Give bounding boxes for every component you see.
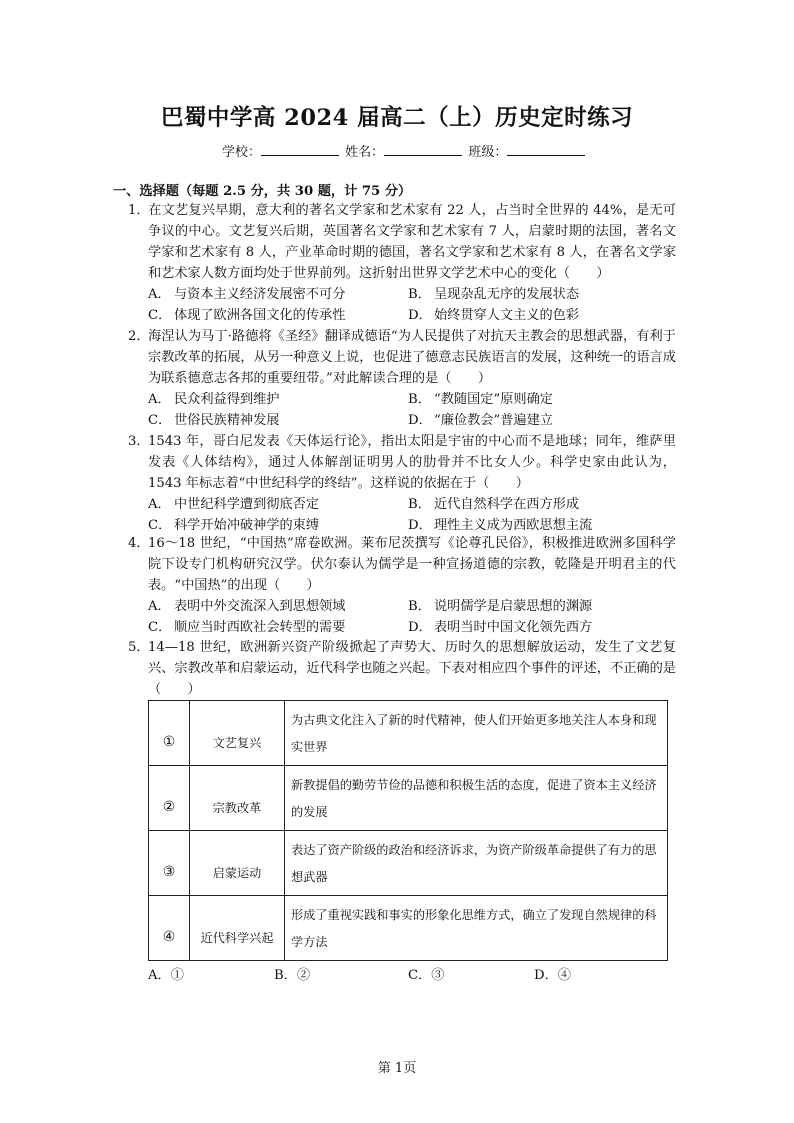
option-a[interactable] <box>148 284 408 305</box>
option-b[interactable] <box>408 389 668 410</box>
option-letter: B． <box>408 287 431 302</box>
option-text: ② <box>296 968 311 983</box>
class-blank[interactable] <box>507 143 585 156</box>
question-text: 海涅认为马丁·路德将《圣经》翻译成德语“为人民提供了对抗天主教会的思想武器，有利于宗教改革的拓展，从另一种意义上说，也促进了德意志民族语言的发展，这种统一的语言成为联系德意志各邦的重要纽带。”对此解读合理的是（ ） <box>148 329 676 386</box>
question-stem <box>128 431 676 494</box>
option-letter: B． <box>408 599 431 614</box>
page-title: 巴蜀中学高 2024 届高二（上）历史定时练习 <box>160 105 634 131</box>
option-letter: B． <box>408 392 431 407</box>
option-letter: C． <box>148 518 172 533</box>
option-text: 始终贯穿人文主义的色彩 <box>434 308 580 323</box>
question-3 <box>128 431 676 536</box>
event-evaluation: 表达了资产阶级的政治和经济诉求，为资产阶级革命提供了有力的思想武器 <box>285 831 668 896</box>
option-text: ① <box>170 968 184 983</box>
option-list <box>148 966 571 986</box>
option-letter: A． <box>148 599 171 614</box>
question-stem <box>128 533 676 596</box>
option-text: 表明中外交流深入到思想领域 <box>174 599 346 614</box>
option-c[interactable] <box>408 966 534 986</box>
option-text: “教随国定”原则确定 <box>434 392 553 407</box>
section-heading: 一、选择题（每题 2.5 分，共 30 题，计 75 分） <box>113 184 412 199</box>
event-name: 宗教改革 <box>190 766 285 831</box>
option-b[interactable] <box>408 284 668 305</box>
option-d[interactable] <box>408 305 668 326</box>
option-b[interactable] <box>274 966 408 986</box>
event-evaluation: 为古典文化注入了新的时代精神，使人们开始更多地关注人本身和现实世界 <box>285 701 668 766</box>
question-2 <box>128 326 676 431</box>
option-text: 近代自然科学在西方形成 <box>434 497 580 512</box>
option-list <box>128 494 676 536</box>
event-name: 启蒙运动 <box>190 831 285 896</box>
option-a[interactable] <box>148 494 408 515</box>
option-text: 与资本主义经济发展密不可分 <box>174 287 346 302</box>
question-5 <box>128 637 676 700</box>
question-number: 1． <box>128 203 150 218</box>
option-letter: A． <box>148 497 171 512</box>
row-marker: ② <box>149 766 190 831</box>
option-letter: D． <box>408 413 432 428</box>
option-c[interactable] <box>148 305 408 326</box>
event-name: 文艺复兴 <box>190 701 285 766</box>
row-marker: ③ <box>149 831 190 896</box>
option-text: ③ <box>431 968 445 983</box>
option-d[interactable] <box>534 966 571 986</box>
option-letter: C． <box>148 308 172 323</box>
option-letter: D． <box>408 620 432 635</box>
page-number: 第 1页 <box>377 1061 417 1076</box>
table-row <box>149 701 668 766</box>
question-text: 16～18 世纪，“中国热”席卷欧洲。莱布尼茨撰写《论尊孔民俗》，积极推进欧洲多国科学院下设专门机构研究汉学。伏尔泰认为儒学是一种宣扬道德的宗教，乾隆是开明君主的代表。“中国热”的出现（ ） <box>148 536 676 593</box>
option-text: 中世纪科学遭到彻底否定 <box>174 497 320 512</box>
option-a[interactable] <box>148 966 274 986</box>
name-blank[interactable] <box>384 143 462 156</box>
row-marker: ① <box>149 701 190 766</box>
question-4 <box>128 533 676 638</box>
row-marker: ④ <box>149 896 190 961</box>
table-row <box>149 766 668 831</box>
question-stem <box>128 200 676 284</box>
option-letter: D． <box>408 308 432 323</box>
option-text: 民众利益得到维护 <box>174 392 280 407</box>
option-text: 表明当时中国文化领先西方 <box>434 620 593 635</box>
option-text: 呈现杂乱无序的发展状态 <box>434 287 580 302</box>
option-d[interactable] <box>408 617 668 638</box>
question-stem <box>128 326 676 389</box>
option-c[interactable] <box>148 410 408 431</box>
event-evaluation: 形成了重视实践和事实的形象化思维方式，确立了发现自然规律的科学方法 <box>285 896 668 961</box>
option-a[interactable] <box>148 389 408 410</box>
question-number: 5． <box>128 640 150 655</box>
question-number: 3． <box>128 434 150 449</box>
option-text: 顺应当时西欧社会转型的需要 <box>174 620 346 635</box>
table-row <box>149 831 668 896</box>
option-text: 科学开始冲破神学的束缚 <box>174 518 320 533</box>
option-text: 体现了欧洲各国文化的传承性 <box>174 308 346 323</box>
student-info-line <box>222 141 587 160</box>
option-letter: C． <box>148 413 172 428</box>
question-number: 4． <box>128 536 150 551</box>
option-list <box>128 284 676 326</box>
name-label: 姓名： <box>345 145 385 160</box>
event-name: 近代科学兴起 <box>190 896 285 961</box>
option-letter: A． <box>148 968 171 983</box>
option-b[interactable] <box>408 596 668 617</box>
option-letter: D． <box>534 968 558 983</box>
option-list <box>128 389 676 431</box>
option-text: 理性主义成为西欧思想主流 <box>434 518 593 533</box>
option-letter: A． <box>148 392 171 407</box>
option-a[interactable] <box>148 596 408 617</box>
option-d[interactable] <box>408 410 668 431</box>
option-letter: C． <box>148 620 172 635</box>
evaluation-table <box>148 700 668 961</box>
question-text: 14—18 世纪，欧洲新兴资产阶级掀起了声势大、历时久的思想解放运动，发生了文艺复兴、宗教改革和启蒙运动，近代科学也随之兴起。下表对相应四个事件的评述，不正确的是（ ） <box>148 640 676 697</box>
option-text: ④ <box>557 968 571 983</box>
option-letter: D． <box>408 518 432 533</box>
school-label: 学校： <box>222 145 262 160</box>
class-label: 班级： <box>468 145 508 160</box>
question-text: 在文艺复兴早期，意大利的著名文学家和艺术家有 22 人，占当时全世界的 44%，是无可争议的中心。文艺复兴后期，英国著名文学家和艺术家有 7 人，启蒙时期的法国，著名文学家和艺术家有 8 人，产业革命时期的德国，著名文学家和艺术家有 8 人，在著名文学家和艺术家人数方面均处于世界前列。这折射出世界文学艺术中心的变化（ ） <box>148 203 676 281</box>
option-text: 说明儒学是启蒙思想的渊源 <box>434 599 593 614</box>
option-text: “廉俭教会”普遍建立 <box>434 413 553 428</box>
option-letter: C． <box>408 968 432 983</box>
option-b[interactable] <box>408 494 668 515</box>
option-c[interactable] <box>148 617 408 638</box>
option-letter: B． <box>408 497 431 512</box>
option-letter: A． <box>148 287 171 302</box>
school-blank[interactable] <box>261 143 339 156</box>
question-number: 2． <box>128 329 150 344</box>
event-evaluation: 新教提倡的勤劳节俭的品德和积极生活的态度，促进了资本主义经济的发展 <box>285 766 668 831</box>
option-text: 世俗民族精神发展 <box>174 413 280 428</box>
table-row <box>149 896 668 961</box>
question-stem <box>128 637 676 700</box>
question-text: 1543 年，哥白尼发表《天体运行论》，指出太阳是宇宙的中心而不是地球；同年，维萨里发表《人体结构》，通过人体解剖证明男人的肋骨并不比女人少。科学史家由此认为，1543 年标志着“中世纪科学的终结”。这样说的依据在于（ ） <box>148 434 676 491</box>
option-list <box>128 596 676 638</box>
option-letter: B． <box>274 968 297 983</box>
question-1 <box>128 200 676 326</box>
